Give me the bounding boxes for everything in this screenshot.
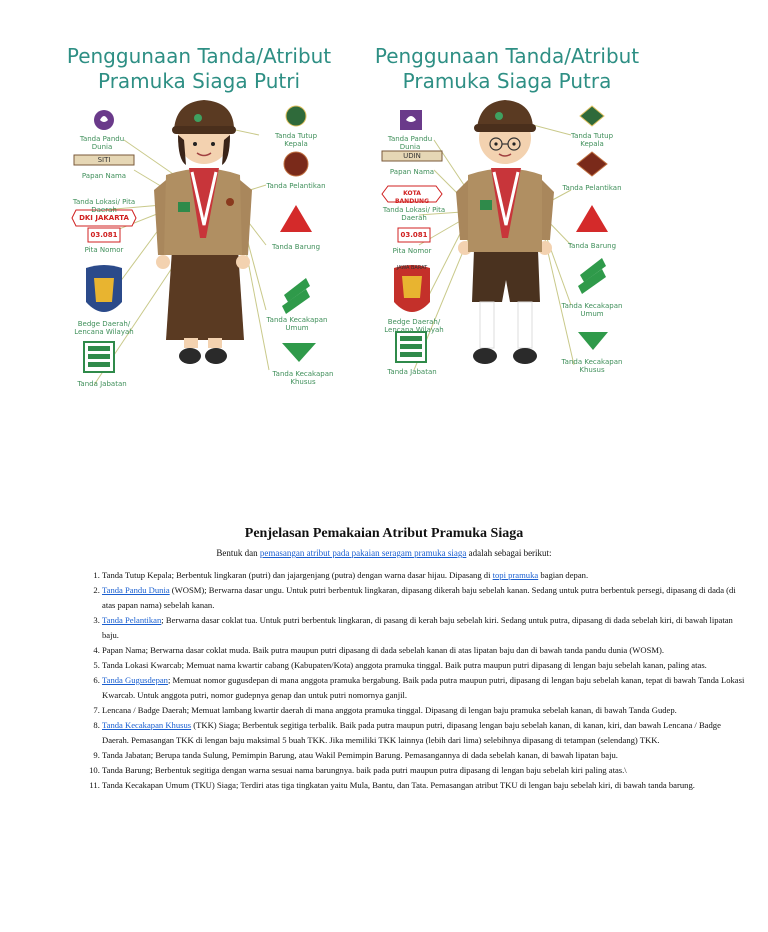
label-tutup-kepala-putra: Tanda Tutup Kepala <box>570 132 614 148</box>
putra-title-line1: Penggunaan Tanda/Atribut <box>374 44 640 68</box>
article-title: Penjelasan Pemakaian Atribut Pramuka Siaga <box>244 526 524 541</box>
putri-figure <box>154 100 252 364</box>
label-jabatan-putra: Tanda Jabatan <box>387 368 437 376</box>
item-text: bagian depan. <box>538 570 589 580</box>
label-papan-nama-putri: Papan Nama <box>81 172 127 180</box>
label-pita-nomor-putri: Pita Nomor <box>84 246 124 254</box>
putra-panel-title <box>372 44 642 94</box>
link-topi-pramuka[interactable]: topi pramuka <box>492 570 539 580</box>
label-barung-putri: Tanda Barung <box>271 243 321 251</box>
item-text: ; Memuat nomor gugusdepan di mana anggota pramuka bergabung. Baik pada putra maupun putri, dipasang di lengan baju sebelah kanan, tepat di bawah Tanda Lokasi Kwarcab. Untuk anggota putri, nomor gudepnya genap dan untuk putri nomornya ganjil. <box>102 675 745 700</box>
intro-link-pemasangan-atribut[interactable]: pemasangan atribut pada pakaian seragam pramuka siaga <box>259 548 467 558</box>
label-kecakapan-umum-putri: Tanda Kecakapan Umum <box>266 316 328 332</box>
list-item <box>102 658 747 673</box>
item-text: Tanda Lokasi Kwarcab; Memuat nama kwartir cabang (Kabupaten/Kota) anggota pramuka tinggal. Baik putra maupun putri dipasang di lengan baju sebelah kanan, paling atas. <box>102 660 707 670</box>
list-item <box>102 718 747 748</box>
link-tanda-pandu-dunia[interactable]: Tanda Pandu Dunia <box>102 585 170 595</box>
label-kecakapan-khusus-putra: Tanda Kecakapan Khusus <box>561 358 623 374</box>
label-lokasi-putra: Tanda Lokasi/ Pita Daerah <box>382 206 446 222</box>
item-text: (TKK) Siaga; Berbentuk segitiga terbalik. Baik pada putra maupun putri, dipasang lengan baju sebelah kanan, di kanan, kiri, dan bawah Lencana / Badge Daerah. Pemasangan TKK di lengan baju maksimal 5 buah TKK. Jika memiliki TKK lainnya (lebih dari lima) selebihnya dipasang di tetampan (selendang) TKK. <box>102 720 721 745</box>
label-jabatan-putri: Tanda Jabatan <box>77 380 127 388</box>
intro-text-before: Bentuk dan <box>216 548 260 558</box>
label-papan-nama-putra: Papan Nama <box>389 168 435 176</box>
label-pelantikan-putra: Tanda Pelantikan <box>562 184 622 192</box>
putra-title-line2: Pramuka Siaga Putra <box>402 69 612 93</box>
putri-title-line2: Pramuka Siaga Putri <box>97 69 300 93</box>
papan-nama-tag-putri: SITI <box>97 156 111 164</box>
item-text: Tanda Barung; Berbentuk segitiga dengan warna sesuai nama barungnya. baik pada putri maupun putra dipasang di lengan baju sebelah kiri paling atas.\ <box>102 765 627 775</box>
label-badge-putra: Bedge Daerah/ Lencana Wilayah <box>384 318 444 334</box>
link-tanda-gugusdepan[interactable]: Tanda Gugusdepan <box>102 675 168 685</box>
list-item <box>102 778 747 793</box>
item-text: Tanda Tutup Kepala; Berbentuk lingkaran (putri) dan jajargenjang (putra) dengan warna dasar hijau. Dipasang di <box>102 570 493 580</box>
label-kecakapan-umum-putra: Tanda Kecakapan Umum <box>561 302 623 318</box>
nomor-tag-putri: 03.081 <box>90 231 118 239</box>
label-tutup-kepala-putri: Tanda Tutup Kepala <box>274 132 318 148</box>
item-text: Tanda Jabatan; Berupa tanda Sulung, Pemimpin Barung, atau Wakil Pemimpin Barung. Pemasangannya di dada sebelah kanan, di bawah lipatan baju. <box>102 750 618 760</box>
atribut-list <box>80 568 747 793</box>
list-item <box>102 613 747 643</box>
article-intro <box>0 548 768 558</box>
list-item <box>102 763 747 778</box>
putra-figure <box>456 100 554 364</box>
intro-text-after: adalah sebagai berikut: <box>466 548 552 558</box>
lokasi-tag-putra: KOTA BANDUNG <box>394 190 430 205</box>
putri-panel-title <box>64 44 334 94</box>
list-item <box>102 643 747 658</box>
link-tanda-kecakapan-khusus[interactable]: Tanda Kecakapan Khusus <box>102 720 192 730</box>
list-item <box>102 568 747 583</box>
lokasi-tag-putri: DKI JAKARTA <box>79 214 129 222</box>
list-item <box>102 583 747 613</box>
label-badge-putri: Bedge Daerah/ Lencana Wilayah <box>74 320 134 336</box>
label-pandu-dunia-putra: Tanda Pandu Dunia <box>387 135 433 151</box>
badge-tag-putra: JAWA BARAT <box>396 265 428 271</box>
label-barung-putra: Tanda Barung <box>567 242 617 250</box>
link-tanda-pelantikan[interactable]: Tanda Pelantikan <box>102 615 162 625</box>
list-item <box>102 748 747 763</box>
label-pita-nomor-putra: Pita Nomor <box>392 247 432 255</box>
label-lokasi-putri: Tanda Lokasi/ Pita Daerah <box>72 198 136 214</box>
item-text: Tanda Kecakapan Umum (TKU) Siaga; Terdiri atas tiga tingkatan yaitu Mula, Bantu, dan Tata. Pemasangan atribut TKU di lengan baju sebelah kiri, di bawah tanda barung. <box>102 780 695 790</box>
item-text: Lencana / Badge Daerah; Memuat lambang kwartir daerah di mana anggota pramuka tinggal. Dipasang di lengan baju pramuka sebelah kanan, di bawah Tanda Gudep. <box>102 705 677 715</box>
label-kecakapan-khusus-putri: Tanda Kecakapan Khusus <box>272 370 334 386</box>
infographic-image <box>44 40 658 396</box>
item-text: Papan Nama; Berwarna dasar coklat muda. Baik putra maupun putri dipasang di dada sebelah kanan di atas lipatan baju dan di bawah tanda pandu dunia (WOSM). <box>102 645 665 655</box>
nomor-tag-putra: 03.081 <box>400 231 428 239</box>
list-item <box>102 703 747 718</box>
label-pelantikan-putri: Tanda Pelantikan <box>266 182 326 190</box>
papan-nama-tag-putra: UDIN <box>403 152 421 160</box>
putri-title-line1: Penggunaan Tanda/Atribut <box>66 44 332 68</box>
list-item <box>102 673 747 703</box>
item-text: (WOSM); Berwarna dasar ungu. Untuk putri berbentuk lingkaran, dipasang dikerah baju sebelah kanan. Sedang untuk putra berbentuk persegi, dipasang di dada (di atas papan nama) sebelah kanan. <box>102 585 736 610</box>
item-text: ; Berwarna dasar coklat tua. Untuk putri berbentuk lingkaran, di pasang di kerah baju sebelah kiri. Sedang untuk putra, dipasang di dada sebelah kiri, di bawah lipatan baju. <box>102 615 733 640</box>
label-pandu-dunia-putri: Tanda Pandu Dunia <box>79 135 125 151</box>
